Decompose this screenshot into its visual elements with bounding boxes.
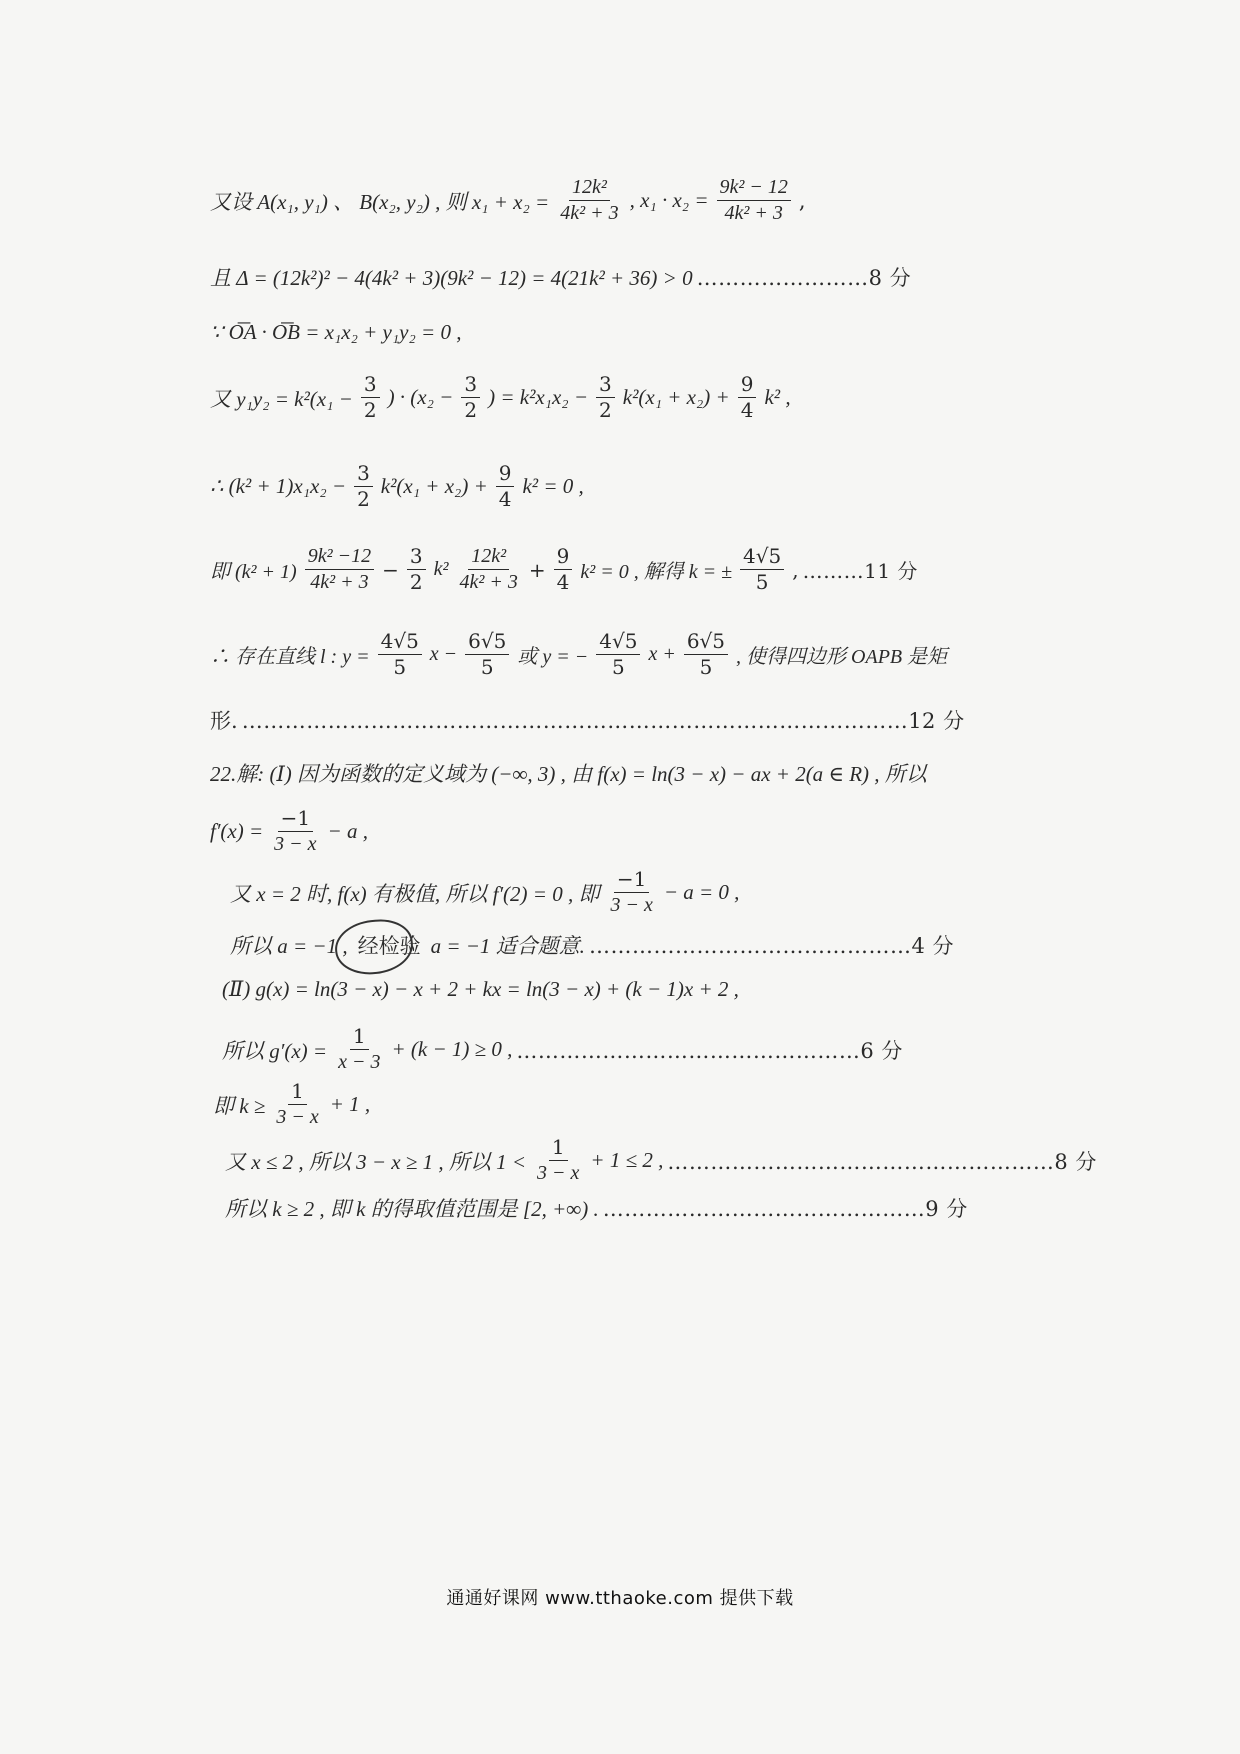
text: ∵ O͞A · O͞B = x₁x₂ + y₁y₂ = 0 ,	[210, 320, 462, 344]
fraction: $\frac{4√5}{5}$	[740, 545, 784, 594]
fraction: $\frac{1}{3 - x}$	[276, 1079, 319, 1128]
fraction: $\frac{4√5}{5}$	[596, 630, 640, 679]
text-tail: ,	[798, 188, 806, 213]
fraction: $\frac{3}{2}$	[461, 373, 480, 422]
line-14: 所以 g′(x) = $\frac{1}{x - 3}$ + (k − 1) ≥ 0 , …………………………………………6 分	[222, 1024, 903, 1073]
fraction: $\frac{-1}{3 - x}$	[610, 867, 653, 916]
fraction: $\frac{1}{x - 3}$	[338, 1024, 381, 1073]
fraction: $\frac{9}{4}$	[554, 545, 573, 594]
fraction: $\frac{\text{9k² − 12}}{\text{4k² + 3}}$	[717, 176, 791, 225]
line-2	[210, 262, 911, 292]
score-label: ………………………………………4 分	[588, 934, 954, 958]
line-5: ∴ (k² + 1)x₁x₂ − $\frac{3}{2}$ k²(x₁ + x₂) + $\frac{9}{4}$ k² = 0 ,	[210, 461, 584, 511]
line-16: 又 x ≤ 2 , 所以 3 − x ≥ 1 , 所以 1 < $\frac{1}{3 - x}$ + 1 ≤ 2 , ………………………………………………8 分	[225, 1135, 1097, 1184]
text-mid: , x₁ · x₂ =	[629, 188, 709, 212]
fraction: $\frac{9}{4}$	[496, 462, 515, 511]
fraction: $\frac{4√5}{5}$	[378, 630, 422, 679]
line-9: 22.解: (Ⅰ) 因为函数的定义域为 (−∞, 3) , 由 f(x) = ln(3 − x) − ax + 2(a ∈ R) , 所以	[210, 762, 927, 786]
fraction: $\frac{\text{12k²}}{\text{4k² + 3}}$	[560, 176, 619, 224]
line-1	[210, 176, 806, 225]
fraction: $\frac{3}{2}$	[361, 373, 380, 422]
score-label: …………………………………………………………………………………12 分	[241, 709, 965, 733]
score-label: …………………………………………6 分	[516, 1038, 903, 1063]
fraction: $\frac{3}{2}$	[596, 373, 615, 422]
fraction: $\frac{3}{2}$	[354, 462, 373, 511]
handwritten-annotation: 经检验	[357, 934, 421, 958]
score-label: ……………………8 分	[696, 266, 912, 290]
fraction: $\frac{9}{4}$	[738, 373, 757, 422]
fraction: $\frac{1}{3 - x}$	[537, 1135, 580, 1184]
line-12: 所以 a = −1 , 经检验 a = −1 适合题意. ………………………………………4 分	[230, 930, 954, 960]
fraction: $\frac{\text{12k²}}{\text{4k² + 3}}$	[459, 545, 518, 593]
score-label: ………………………………………………8 分	[667, 1149, 1097, 1174]
fraction: $\frac{-1}{3 - x}$	[274, 806, 317, 855]
line-17: 所以 k ≥ 2 , 即 k 的得取值范围是 [2, +∞) . ………………………………………9 分	[225, 1193, 968, 1223]
line-7: ∴ 存在直线 l : y = $\frac{4√5}{5}$ x − $\frac{6√5}{5}$ 或 y = − $\frac{4√5}{5}$ x + $\frac{6√5}{5}$ , 使得四边形 OAPB 是矩	[210, 629, 948, 679]
text: 且 Δ = (12k²)² − 4(4k² + 3)(9k² − 12) = 4(21k² + 36) > 0	[210, 266, 693, 290]
line-11: 又 x = 2 时, f(x) 有极值, 所以 f′(2) = 0 , 即 $\frac{-1}{3 - x}$ − a = 0 ,	[230, 867, 740, 916]
line-4: 又 y₁y₂ = k²(x₁ − $\frac{3}{2}$ ) · (x₂ − $\frac{3}{2}$ ) = k²x₁x₂ − $\frac{3}{2}$ k²(x₁ + x₂) + $\frac{9}{4}$ k² ,	[210, 372, 791, 422]
fraction: $\frac{6√5}{5}$	[465, 630, 509, 679]
handwritten-circle-mark	[332, 916, 415, 978]
line-13: (Ⅱ) g(x) = ln(3 − x) − x + 2 + kx = ln(3 − x) + (k − 1)x + 2 ,	[222, 977, 739, 1001]
footer-watermark: 通通好课网 www.tthaoke.com 提供下载	[446, 1588, 794, 1609]
line-3	[210, 320, 461, 345]
score-label: ………………………………………9 分	[602, 1197, 968, 1221]
fraction: $\frac{3}{2}$	[407, 545, 426, 594]
line-10: f′(x) = $\frac{-1}{3 - x}$ − a ,	[210, 806, 368, 855]
score-label: ………11 分	[802, 559, 918, 583]
line-15: 即 k ≥ $\frac{1}{3 - x}$ + 1 ,	[213, 1079, 371, 1128]
text-lead: 又设 A(x₁, y₁) 、 B(x₂, y₂) , 则 x₁ + x₂ =	[210, 189, 550, 214]
fraction: $\frac{\text{9k² −12}}{\text{4k² + 3}}$	[305, 545, 374, 594]
line-8: 形. …………………………………………………………………………………12 分	[210, 705, 965, 735]
fraction: $\frac{6√5}{5}$	[684, 630, 728, 679]
line-6: 即 (k² + 1) $\frac{\text{9k² −12}}{\text{4k² + 3}}$ − $\frac{3}{2}$ k² $\frac{\text{12k²}}{\text{4k² + 3}}$ + $\frac{9}{4}$ k² = 0 , 解得 k = ± $\frac{4√5}{5}$ , ………11 分	[210, 544, 918, 594]
